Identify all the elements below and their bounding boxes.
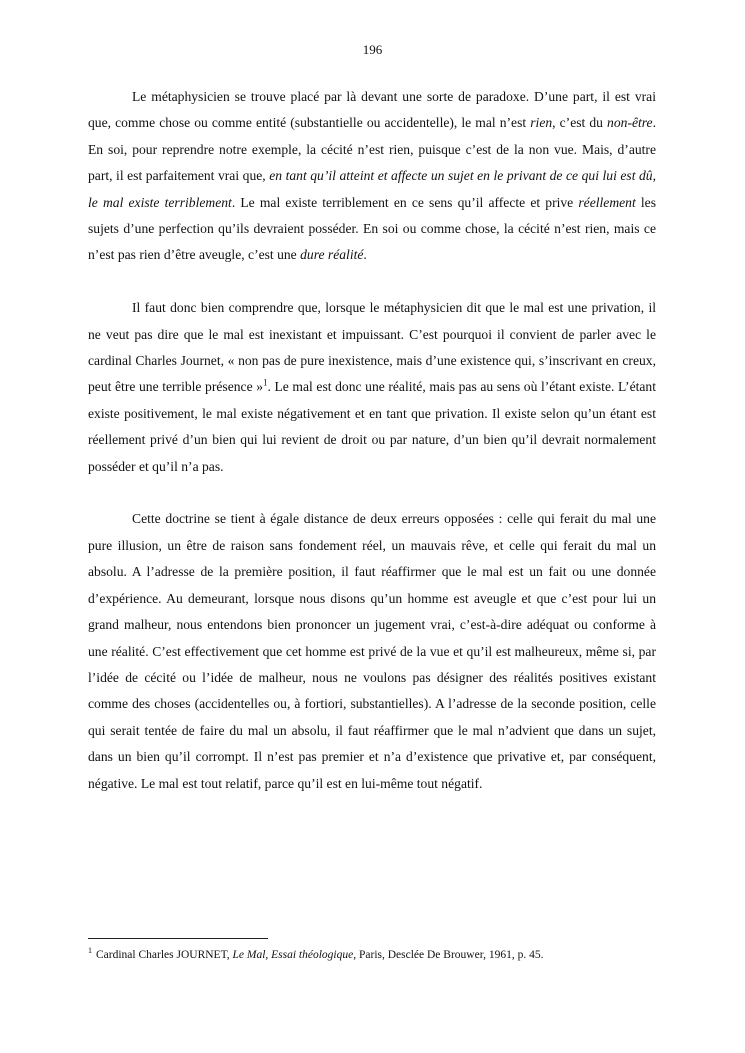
italic-text: dure réalité (300, 247, 364, 263)
text-run: les sujets d’une perfection qu’ils devraient posséder. En soi ou comme chose, la cécité n’est rien, mais ce n’est pas rien d’être aveugle, c’est une (88, 194, 657, 263)
paragraph-1 (88, 84, 656, 269)
italic-text: Le Mal, Essai théologique (232, 949, 354, 961)
paragraph-3 (88, 506, 656, 796)
footnote-separator (88, 938, 268, 939)
page-number: 196 (362, 42, 383, 57)
italic-text: en tant qu’il atteint et affecte un sujet en le privant de ce qui lui est dû, le mal existe terriblement (88, 168, 656, 210)
text-run: Le métaphysicien se trouve placé par là devant une sorte de paradoxe. D’une part, il est vrai que, comme chose ou comme entité (substantielle ou accidentelle), le mal n’est (88, 89, 656, 131)
text-run: . Le mal existe terriblement en ce sens qu’il affecte et prive (231, 194, 579, 210)
text-run: Il faut donc bien comprendre que, lorsque le métaphysicien dit que le mal est une privation, il ne veut pas dire que le mal est inexistant et impuissant. C’est pourquoi il convient de parler avec le cardinal Charles Journet, « non pas de pure inexistence, mais d’une existence qui, s’inscrivant en creux, peut être une terrible présence » (88, 300, 656, 395)
paragraph-2 (88, 295, 656, 480)
text-run: Cette doctrine se tient à égale distance de deux erreurs opposées : celle qui ferait du mal une pure illusion, un être de raison sans fondement réel, un mauvais rêve, et celle qui ferait du mal un absolu. A l’adresse de la première position, il faut réaffirmer que le mal est un fait ou une donnée d’expérience. Au demeurant, lorsque nous disons qu’un homme est aveugle et que c’est pour lui un grand malheur, nous entendons bien prononcer un jugement vrai, c’est-à-dire adéquat ou conforme à une réalité. C’est effectivement que cet homme est privé de la vue et qu’il est malheureux, même si, par l’idée de cécité ou l’idée de malheur, nous ne voulons pas désigner des réalités positives existant comme des choses (accidentelles ou, à fortiori, substantielles). A l’adresse de la seconde position, celle qui serait tentée de faire du mal un absolu, il faut réaffirmer que le mal n’advient que dans un sujet, dans un bien qu’il corrompt. Il n’est pas premier et n’a d’existence que privative et, par conséquent, négative. Le mal est tout relatif, parce qu’il est en lui-même tout négatif. (88, 511, 656, 791)
text-run: . Le mal est donc une réalité, mais pas au sens où l’étant existe. L’étant existe positivement, le mal existe négativement et en tant que privation. Il existe selon qu’un étant est réellement privé d’un bien qui lui revient de droit ou par nature, d’un bien qu’il devrait normalement posséder et qu’il n’a pas. (88, 379, 656, 474)
text-run: Cardinal Charles JOURNET, (96, 949, 233, 961)
text-run: . (363, 247, 367, 263)
italic-text: réellement (578, 194, 636, 210)
text-run: . En soi, pour reprendre notre exemple, la cécité n’est rien, puisque c’est de la non vue. Mais, d’autre part, il est parfaitement vrai que, (88, 115, 656, 184)
text-run: , c’est du (552, 115, 608, 131)
footnote-reference: 1 (263, 377, 268, 388)
italic-text: non-être (607, 115, 653, 131)
italic-text: rien (530, 115, 553, 131)
footnote-text (96, 949, 543, 961)
main-text (88, 84, 656, 823)
footnote-number: 1 (88, 946, 92, 956)
text-run: , Paris, Desclée De Brouwer, 1961, p. 45. (353, 949, 544, 961)
footnote (88, 947, 656, 963)
